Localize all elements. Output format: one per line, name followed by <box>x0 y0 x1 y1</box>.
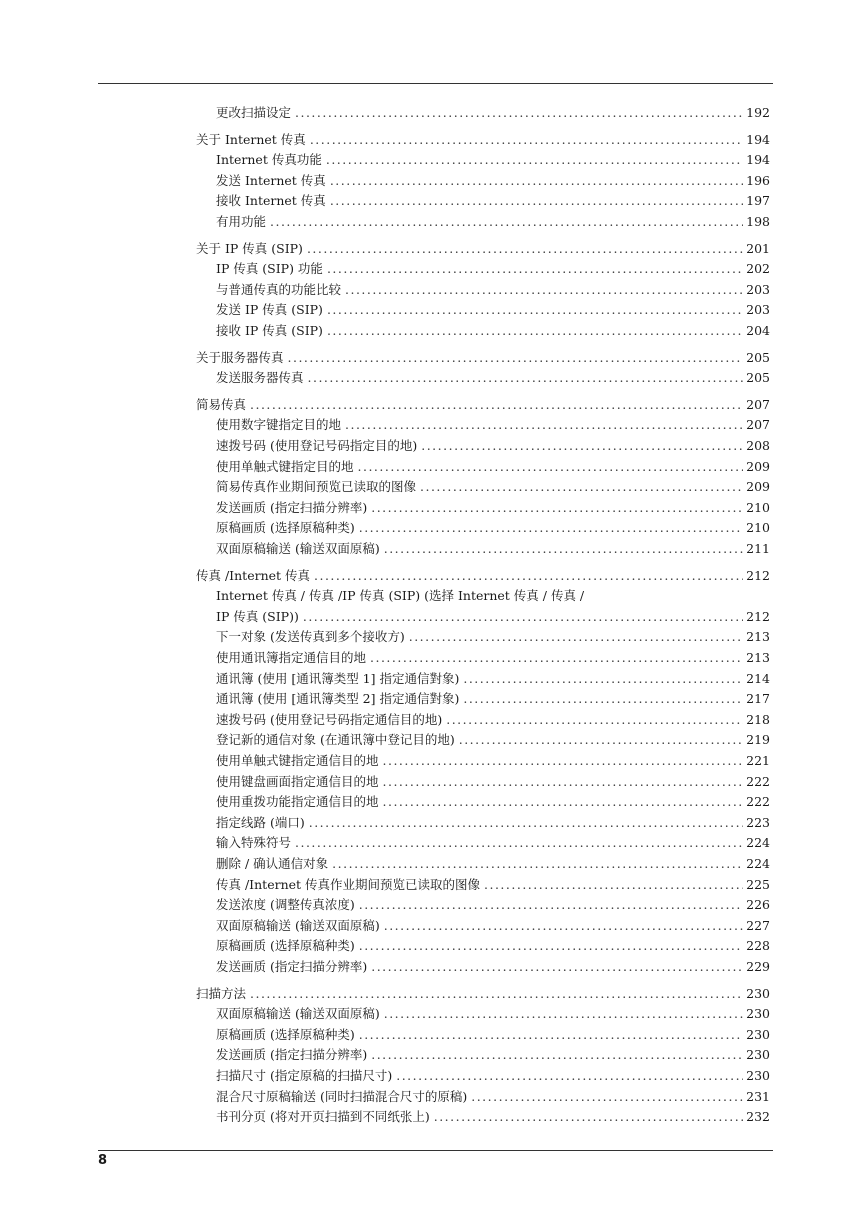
toc-subsection-entry[interactable] <box>216 499 770 517</box>
dot-leader <box>327 322 743 340</box>
toc-entry-title: 接收 IP 传真 (SIP) <box>216 323 323 338</box>
toc-section-entry[interactable] <box>196 567 770 585</box>
toc-entry-title: 发送 IP 传真 (SIP) <box>216 302 323 317</box>
toc-entry-title: 扫描方法 <box>196 986 247 1001</box>
toc-subsection-entry[interactable] <box>216 478 770 496</box>
toc-entry-page: 210 <box>746 520 770 535</box>
toc-entry-title: 原稿画质 (选择原稿种类) <box>216 938 355 953</box>
toc-subsection-entry[interactable] <box>216 1005 770 1023</box>
toc-entry-title: IP 传真 (SIP)) <box>216 609 299 624</box>
toc-entry-page: 209 <box>746 459 770 474</box>
dot-leader <box>383 793 744 811</box>
toc-entry-title: 双面原稿输送 (输送双面原稿) <box>216 541 380 556</box>
dot-leader <box>371 499 743 517</box>
toc-subsection-entry[interactable] <box>216 322 770 340</box>
toc-subsection-entry[interactable] <box>216 855 770 873</box>
toc-entry-title: 通讯簿 (使用 [通讯簿类型 2] 指定通信對象) <box>216 691 460 706</box>
toc-entry-title: 书刊分页 (将对开页扫描到不同纸张上) <box>216 1109 430 1124</box>
dot-leader <box>359 1026 743 1044</box>
dot-leader <box>330 172 743 190</box>
dot-leader <box>326 151 743 169</box>
dot-leader <box>307 240 743 258</box>
toc-subsection-entry[interactable] <box>216 172 770 190</box>
toc-entry-page: 225 <box>746 877 770 892</box>
toc-subsection-entry[interactable] <box>216 917 770 935</box>
toc-entry-title: 简易传真作业期间预览已读取的图像 <box>216 479 417 494</box>
toc-entry-title: Internet 传真 / 传真 /IP 传真 (SIP) (选择 Internet 传真 / 传真 / <box>216 588 585 603</box>
dot-leader <box>295 834 743 852</box>
toc-subsection-entry[interactable] <box>216 814 770 832</box>
dot-leader <box>383 752 744 770</box>
dot-leader <box>383 773 744 791</box>
toc-subsection-entry[interactable] <box>216 773 770 791</box>
toc-entry-title: 使用数字键指定目的地 <box>216 417 342 432</box>
dot-leader <box>332 855 743 873</box>
toc-entry-page: 231 <box>746 1089 770 1104</box>
toc-entry-title: 发送画质 (指定扫描分辨率) <box>216 1047 368 1062</box>
toc-subsection-entry[interactable] <box>216 690 770 708</box>
toc-subsection-entry[interactable] <box>216 104 770 122</box>
toc-entry-page: 223 <box>746 815 770 830</box>
toc-entry-title: 与普通传真的功能比较 <box>216 282 342 297</box>
dot-leader <box>384 540 743 558</box>
header-rule <box>98 83 773 84</box>
toc-entry-page: 214 <box>746 671 770 686</box>
toc-entry-title: 速拨号码 (使用登记号码指定通信目的地) <box>216 712 443 727</box>
toc-entry-title: 使用通讯簿指定通信目的地 <box>216 650 367 665</box>
toc-entry-page: 213 <box>746 629 770 644</box>
toc-entry-title: 双面原稿输送 (输送双面原稿) <box>216 1006 380 1021</box>
toc-entry-title: 使用单触式键指定通信目的地 <box>216 753 379 768</box>
dot-leader <box>434 1108 743 1126</box>
toc-subsection-entry[interactable] <box>216 260 770 278</box>
toc-entry-page: 219 <box>746 732 770 747</box>
dot-leader <box>446 711 743 729</box>
toc-entry-page: 232 <box>746 1109 770 1124</box>
toc-subsection-entry[interactable] <box>216 213 770 231</box>
toc-entry-title: 使用重拨功能指定通信目的地 <box>216 794 379 809</box>
dot-leader <box>330 192 743 210</box>
toc-entry-title: Internet 传真功能 <box>216 152 322 167</box>
dot-leader <box>327 260 743 278</box>
toc-subsection-entry[interactable] <box>216 896 770 914</box>
toc-entry-page: 202 <box>746 261 770 276</box>
toc-subsection-entry[interactable] <box>216 608 770 626</box>
dot-leader <box>359 896 743 914</box>
toc-subsection-entry[interactable] <box>216 458 770 476</box>
toc-entry-title: 发送画质 (指定扫描分辨率) <box>216 959 368 974</box>
dot-leader <box>310 131 743 149</box>
toc-entry-page: 209 <box>746 479 770 494</box>
toc-subsection-entry[interactable] <box>216 731 770 749</box>
toc-entry-page: 198 <box>746 214 770 229</box>
toc-subsection-entry[interactable] <box>216 1108 770 1126</box>
toc-entry-page: 226 <box>746 897 770 912</box>
toc-entry-title: 使用键盘画面指定通信目的地 <box>216 774 379 789</box>
toc-entry-title: 使用单触式键指定目的地 <box>216 459 354 474</box>
dot-leader <box>270 213 743 231</box>
toc-entry-page: 222 <box>746 774 770 789</box>
toc-entry-title: 更改扫描设定 <box>216 105 292 120</box>
toc-entry-page: 229 <box>746 959 770 974</box>
toc-entry-page: 194 <box>746 132 770 147</box>
toc-entry-page: 207 <box>746 397 770 412</box>
toc-entry-page: 194 <box>746 152 770 167</box>
footer-rule <box>98 1150 773 1151</box>
toc-entry-page: 230 <box>746 1027 770 1042</box>
toc-entry-continued[interactable] <box>216 587 584 605</box>
toc-entry-title: 关于 Internet 传真 <box>196 132 306 147</box>
toc-entry-title: 通讯簿 (使用 [通讯簿类型 1] 指定通信對象) <box>216 671 460 686</box>
toc-entry-page: 192 <box>746 105 770 120</box>
toc-entry-page: 217 <box>746 691 770 706</box>
toc-entry-title: 简易传真 <box>196 397 247 412</box>
toc-entry-page: 211 <box>746 541 770 556</box>
toc-entry-title: 发送浓度 (调整传真浓度) <box>216 897 355 912</box>
toc-entry-title: 发送 Internet 传真 <box>216 173 326 188</box>
toc-entry-title: 输入特殊符号 <box>216 835 292 850</box>
dot-leader <box>358 458 744 476</box>
dot-leader <box>409 628 743 646</box>
toc-subsection-entry[interactable] <box>216 540 770 558</box>
toc-subsection-entry[interactable] <box>216 793 770 811</box>
toc-subsection-entry[interactable] <box>216 711 770 729</box>
toc-subsection-entry[interactable] <box>216 752 770 770</box>
dot-leader <box>463 670 743 688</box>
toc-subsection-entry[interactable] <box>216 1046 770 1064</box>
toc-entry-page: 210 <box>746 500 770 515</box>
toc-entry-page: 197 <box>746 193 770 208</box>
toc-entry-page: 201 <box>746 241 770 256</box>
toc-entry-page: 227 <box>746 918 770 933</box>
toc-entry-title: 有用功能 <box>216 214 267 229</box>
dot-leader <box>420 478 743 496</box>
toc-entry-title: 混合尺寸原稿输送 (同时扫描混合尺寸的原稿) <box>216 1089 468 1104</box>
toc-entry-page: 205 <box>746 350 770 365</box>
toc-subsection-entry[interactable] <box>216 437 770 455</box>
toc-entry-page: 207 <box>746 417 770 432</box>
toc-subsection-entry[interactable] <box>216 151 770 169</box>
dot-leader <box>421 437 743 455</box>
dot-leader <box>371 958 743 976</box>
toc-entry-page: 212 <box>746 568 770 583</box>
toc-entry-title: 原稿画质 (选择原稿种类) <box>216 520 355 535</box>
dot-leader <box>370 649 743 667</box>
toc-subsection-entry[interactable] <box>216 937 770 955</box>
dot-leader <box>463 690 743 708</box>
dot-leader <box>471 1088 743 1106</box>
toc-entry-title: 速拨号码 (使用登记号码指定目的地) <box>216 438 418 453</box>
dot-leader <box>396 1067 743 1085</box>
toc-entry-page: 224 <box>746 835 770 850</box>
toc-subsection-entry[interactable] <box>216 369 770 387</box>
toc-subsection-entry[interactable] <box>216 628 770 646</box>
toc-subsection-entry[interactable] <box>216 416 770 434</box>
toc-entry-title: IP 传真 (SIP) 功能 <box>216 261 323 276</box>
toc-entry-page: 205 <box>746 370 770 385</box>
toc-subsection-entry[interactable] <box>216 301 770 319</box>
dot-leader <box>384 1005 743 1023</box>
dot-leader <box>484 876 743 894</box>
toc-entry-title: 指定线路 (端口) <box>216 815 305 830</box>
toc-entry-title: 发送服务器传真 <box>216 370 304 385</box>
toc-entry-title: 发送画质 (指定扫描分辨率) <box>216 500 368 515</box>
dot-leader <box>303 608 743 626</box>
toc-section-entry[interactable] <box>196 985 770 1003</box>
toc-subsection-entry[interactable] <box>216 1026 770 1044</box>
toc-section-entry[interactable] <box>196 396 770 414</box>
toc-section-entry[interactable] <box>196 131 770 149</box>
dot-leader <box>295 104 743 122</box>
toc-entry-page: 196 <box>746 173 770 188</box>
toc-entry-title: 传真 /Internet 传真 <box>196 568 311 583</box>
toc-entry-page: 218 <box>746 712 770 727</box>
dot-leader <box>309 814 743 832</box>
toc-entry-title: 扫描尺寸 (指定原稿的扫描尺寸) <box>216 1068 393 1083</box>
toc-entry-page: 230 <box>746 1006 770 1021</box>
page-number: 8 <box>98 1153 108 1168</box>
toc-section-entry[interactable] <box>196 349 770 367</box>
toc-entry-title: 登记新的通信对象 (在通讯簿中登记目的地) <box>216 732 455 747</box>
dot-leader <box>250 396 743 414</box>
toc-entry-title: 关于服务器传真 <box>196 350 284 365</box>
toc-section-entry[interactable] <box>196 240 770 258</box>
toc-subsection-entry[interactable] <box>216 1088 770 1106</box>
toc-entry-page: 228 <box>746 938 770 953</box>
toc-entry-page: 208 <box>746 438 770 453</box>
toc-subsection-entry[interactable] <box>216 192 770 210</box>
toc-subsection-entry[interactable] <box>216 876 770 894</box>
toc-subsection-entry[interactable] <box>216 670 770 688</box>
toc-entry-page: 221 <box>746 753 770 768</box>
toc-entry-title: 双面原稿输送 (输送双面原稿) <box>216 918 380 933</box>
dot-leader <box>327 301 743 319</box>
toc-entry-title: 传真 /Internet 传真作业期间预览已读取的图像 <box>216 877 481 892</box>
toc-entry-page: 212 <box>746 609 770 624</box>
toc-subsection-entry[interactable] <box>216 834 770 852</box>
dot-leader <box>308 369 744 387</box>
toc-subsection-entry[interactable] <box>216 649 770 667</box>
toc-entry-page: 222 <box>746 794 770 809</box>
dot-leader <box>345 281 743 299</box>
toc-entry-title: 关于 IP 传真 (SIP) <box>196 241 303 256</box>
toc-entry-page: 224 <box>746 856 770 871</box>
toc-entry-page: 213 <box>746 650 770 665</box>
dot-leader <box>359 519 743 537</box>
dot-leader <box>288 349 744 367</box>
toc-entry-page: 230 <box>746 1047 770 1062</box>
dot-leader <box>314 567 743 585</box>
toc-subsection-entry[interactable] <box>216 1067 770 1085</box>
toc-entry-page: 230 <box>746 1068 770 1083</box>
toc-entry-page: 203 <box>746 282 770 297</box>
toc-entry-title: 接收 Internet 传真 <box>216 193 326 208</box>
toc-subsection-entry[interactable] <box>216 281 770 299</box>
toc-entry-page: 204 <box>746 323 770 338</box>
toc-subsection-entry[interactable] <box>216 519 770 537</box>
dot-leader <box>250 985 743 1003</box>
toc-entry-page: 203 <box>746 302 770 317</box>
toc-entry-page: 230 <box>746 986 770 1001</box>
dot-leader <box>384 917 743 935</box>
dot-leader <box>459 731 743 749</box>
toc-entry-title: 删除 / 确认通信对象 <box>216 856 329 871</box>
dot-leader <box>359 937 743 955</box>
toc-subsection-entry[interactable] <box>216 958 770 976</box>
dot-leader <box>345 416 743 434</box>
toc-entry-title: 原稿画质 (选择原稿种类) <box>216 1027 355 1042</box>
dot-leader <box>371 1046 743 1064</box>
toc-entry-title: 下一对象 (发送传真到多个接收方) <box>216 629 405 644</box>
